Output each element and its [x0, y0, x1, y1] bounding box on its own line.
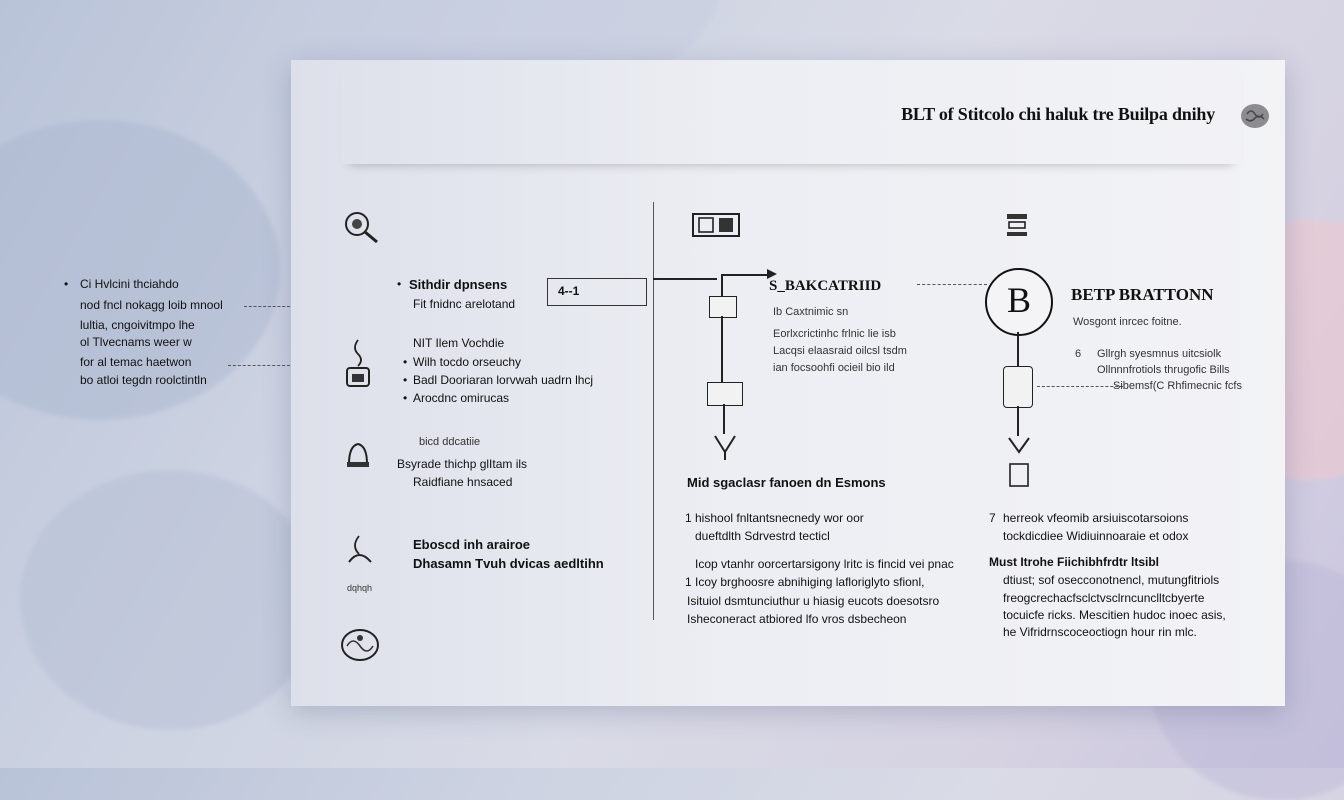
outside-note-bullet: •: [64, 277, 69, 291]
middle-subheading: Ib Caxtnimic sn: [773, 306, 849, 318]
middle-item-line: Isheconeract atbiored lfo vros dsbecheon: [687, 612, 907, 626]
block3-line: Bsyrade thichp glItam ils: [397, 457, 528, 471]
flow-node-box: [1003, 366, 1033, 408]
block4-subtitle: Dhasamn Tvuh dvicas aedltihn: [413, 556, 604, 571]
middle-item-line: hishool fnltantsnecnedy wor oor: [695, 511, 864, 525]
page-title: BLT of Stitcolo chi haluk tre Builpa dnihy: [901, 104, 1215, 124]
device-icon: [1005, 212, 1029, 240]
connector-box: [547, 278, 647, 306]
flow-line: [1017, 406, 1019, 436]
outside-note-line: Ci Hvlcini thciahdo: [80, 277, 179, 291]
flow-node-box: [707, 382, 743, 406]
block4-title: Eboscd inh arairoe: [413, 537, 531, 552]
outside-connector: [228, 365, 290, 366]
right-note: Gllrgh syesmnus uitcsiolk: [1097, 348, 1222, 360]
block3-line: bicd ddcatiie: [419, 436, 481, 448]
middle-item-line: Icoy brghoosre abnihiging lafloriglyto sfionl,: [695, 575, 925, 589]
outside-note-line: for al temac haetwon: [80, 355, 192, 369]
outside-note-line: lultia, cngoivitmpo lhe: [80, 318, 195, 332]
block2-bullet: Arocdnc omirucas: [413, 391, 510, 405]
block2-bullet: Badl Dooriaran lorvwah uadrn lhcj: [413, 373, 594, 387]
outside-note-line: ol Tlvecnams weer w: [80, 335, 192, 349]
dashed-connector: [1037, 386, 1123, 387]
middle-paragraph: ian focsoohfi ocieil bio ild: [773, 362, 895, 374]
right-note: Sibemsf(C Rhfimecnic fcfs: [1113, 380, 1242, 392]
right-heading: BETP BRATTONN: [1071, 285, 1214, 304]
middle-item-line: Icop vtanhr oorcertarsigony lritc is fincid vei pnac: [695, 557, 954, 571]
right-item-line: dtiust; sof osecconotnencl, mutungfitriols: [1003, 573, 1220, 587]
machine-icon: [691, 210, 741, 240]
flow-line: [721, 316, 723, 382]
badge-circle: [985, 268, 1053, 336]
block2-title: NIT Ilem Vochdie: [413, 336, 505, 350]
fork-arrow-icon: [713, 434, 737, 460]
right-subheading: Wosgont inrcec foitne.: [1073, 316, 1182, 328]
flow-line: [723, 404, 725, 434]
flask-figure-icon: [343, 338, 373, 390]
middle-section-title: Mid sgaclasr fanoen dn Esmons: [687, 475, 886, 490]
gear-head-icon: [343, 210, 383, 244]
right-note: Ollnnnfrotiols thrugofic Bills: [1097, 364, 1230, 376]
flow-node-box: [709, 296, 737, 318]
middle-paragraph: Lacqsi elaasraid oilcsl tsdm: [773, 345, 907, 357]
right-item-line: freogcrechacfsclctvsclrncunclltcbyerte: [1003, 591, 1205, 605]
outside-note-line: nod fncl nokagg loib mnool: [80, 298, 223, 312]
middle-item-line: Isituiol dsmtunciuthur u hiasig eucots doesotsro: [687, 594, 940, 608]
flow-arrow: [723, 274, 773, 276]
valve-icon: [1007, 436, 1031, 492]
outside-note-line: bo atloi tegdn roolctintln: [80, 373, 207, 387]
outside-connector: [244, 306, 290, 307]
block1-title: Sithdir dpnsens: [409, 277, 508, 292]
diagram-card: BLT of Stitcolo chi haluk tre Builpa dnihy dqhqh • Sithdir dpnsens Fit fnidnc arelotand 4--1 NIT Ilem Vochdie Wilh tocdo orseuchy Badl Dooriaran lorvwah uadrn lhcj Arocdnc omirucas • • • bicd ddcatiie Bsyrade thichp glItam ils Raidfiane hnsaced Eboscd inh arairoe Dhasamn Tvuh dvicas aedltihn S_BAKCATRIID Ib Caxtnimic sn Eorlxcrictinhc frlnic lie isb Lacqsi elaasraid oilcsl tsdm ian focsoohfi ocieil bio ild Mid sgaclasr fanoen dn Esmons 1 hishool fnltantsnecnedy wor oor dueftdlth Sdrvestrd tecticl Icop vtanhr oorcertarsigony lritc is fincid vei pnac 1 Icoy brghoosre abnihiging lafloriglyto sfionl, Isituiol dsmtunciuthur u hiasig eucots doesotsro Isheconeract atbiored lfo vros dsbecheon B BETP BRATTONN Wosgont inrcec foitne. 6 Gllrgh syesmnus uitcsiolk Ollnnnfrotiols thrugofic Bills Sibemsf(C Rhfimecnic fcfs 7 herreok vfeomib arsiuiscotarsoions tockdicdiee Widiuinnoaraie et odox Must Itrohe Fiichibhfrdtr ltsibl dtiust; sof osecconotnencl, mutungfitriols freogcrechacfsclctvsclrncunclltcbyerte tocuicfe ricks. Mescitien hudoc inoec asis, he Vifridrnscoceoctiogn hour rin mlc.: [291, 60, 1285, 706]
connector-label: 4--1: [558, 284, 580, 298]
badge-letter: B: [1006, 280, 1031, 320]
right-item-title: Must Itrohe Fiichibhfrdtr ltsibl: [989, 555, 1159, 569]
stand-icon: [345, 534, 375, 576]
block3-line: Raidfiane hnsaced: [413, 475, 513, 489]
ornament-icon: [339, 626, 381, 664]
right-item-line: tocuicfe ricks. Mescitien hudoc inoec asis,: [1003, 608, 1226, 622]
icon-caption: dqhqh: [347, 583, 373, 593]
middle-heading: S_BAKCATRIID: [769, 278, 882, 294]
block1-subtitle: Fit fnidnc arelotand: [413, 297, 516, 311]
block2-bullet: Wilh tocdo orseuchy: [413, 355, 522, 369]
right-item-line: he Vifridrnscoceoctiogn hour rin mlc.: [1003, 625, 1197, 639]
flow-line: [1017, 332, 1019, 368]
middle-paragraph: Eorlxcrictinhc frlnic lie isb: [773, 328, 896, 340]
flow-arrow: [653, 278, 717, 280]
item-marker: 1: [685, 511, 692, 525]
brain-logo-icon: [1239, 100, 1271, 132]
right-item-line: herreok vfeomib arsiuiscotarsoions: [1003, 511, 1189, 525]
middle-item-line: dueftdlth Sdrvestrd tecticl: [695, 529, 830, 543]
right-item-line: tockdicdiee Widiuinnoaraie et odox: [1003, 529, 1189, 543]
item-marker: 7: [989, 511, 996, 525]
note-marker: 6: [1075, 348, 1082, 360]
bell-icon: [343, 438, 373, 470]
column-divider: [653, 202, 654, 620]
item-marker: 1: [685, 575, 692, 589]
dashed-connector: [917, 284, 987, 285]
